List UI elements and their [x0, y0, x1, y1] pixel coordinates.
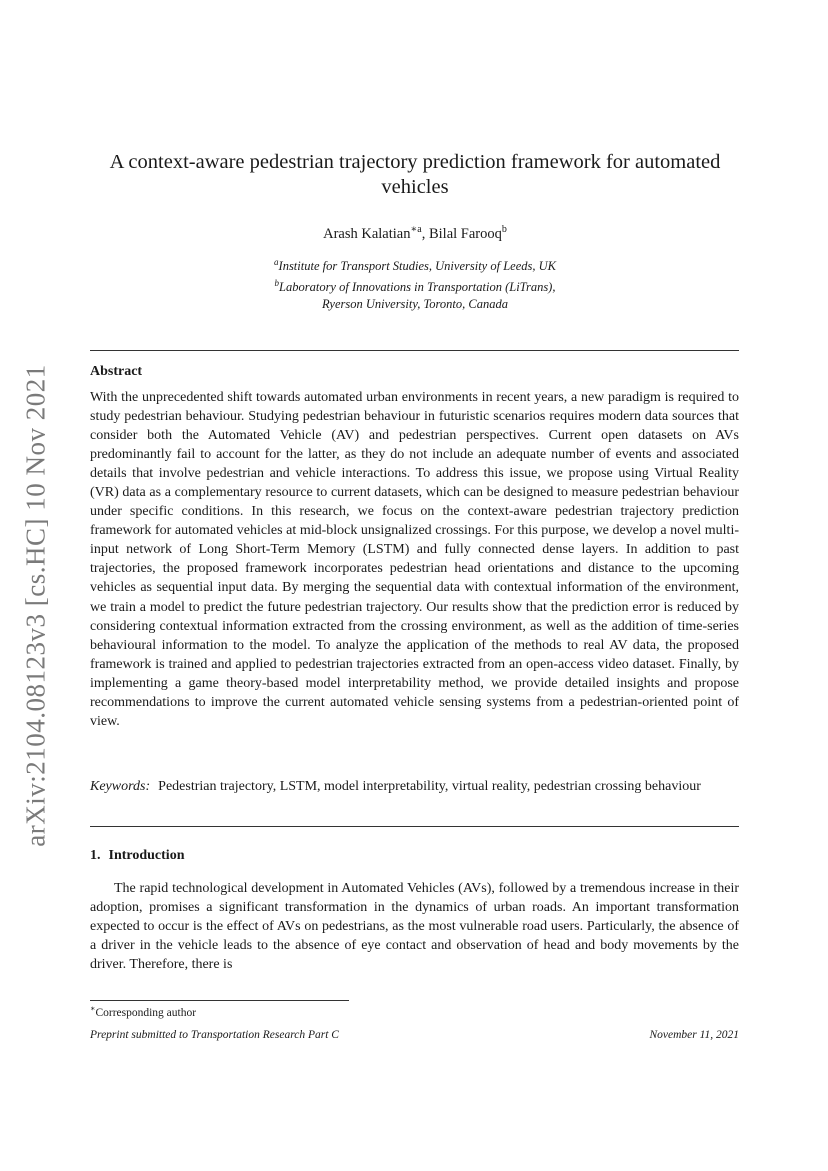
section-number: 1. [90, 848, 101, 863]
footnote [90, 1004, 196, 1019]
footer-date: November 11, 2021 [649, 1029, 739, 1041]
author-affiliation-mark: ∗a [410, 224, 422, 235]
section-heading-introduction [90, 848, 184, 864]
keywords-label: Keywords: [90, 779, 151, 794]
affiliation-b: $^b$Laboratory of Innovations in Transportation (LiTrans), [274, 278, 556, 295]
footer-preprint-note: Preprint submitted to Transportation Research Part C [90, 1029, 339, 1041]
arxiv-identifier-text: arXiv:2104.08123v3 [cs.HC] 10 Nov 2021 [20, 363, 51, 847]
abstract-heading: Abstract [90, 364, 143, 379]
affiliation-mark: b [274, 278, 280, 289]
author-name: Arash Kalatian [323, 225, 411, 242]
section-title: Introduction [108, 848, 185, 863]
affiliation-block [90, 254, 740, 313]
affiliation-a: $^a$Institute for Transport Studies, University of Leeds, UK [274, 257, 556, 274]
affiliation-mark: a [274, 257, 279, 267]
author-affiliation-mark: b [501, 224, 507, 235]
footnote-mark: ∗ [90, 1004, 96, 1013]
footnote-text: Corresponding author [95, 1006, 197, 1019]
author-name: Bilal Farooq [428, 225, 502, 242]
footnote-rule [90, 1000, 349, 1001]
paper-title: A context-aware pedestrian trajectory prediction framework for automated vehicles [109, 151, 721, 198]
abstract-bottom-rule [90, 826, 739, 827]
author-list [90, 224, 740, 243]
affiliation-b-continued: Ryerson University, Toronto, Canada [321, 297, 508, 312]
author-separator: , [421, 225, 429, 242]
keywords-line [90, 777, 739, 796]
introduction-paragraph: The rapid technological development in Automated Vehicles (AVs), followed by a tremendous increase in their adoption, promises a significant transformation in the dynamics of urban roads. An important transformation expected to occur is the effect of AVs on pedestrians, as the most vulnerable road users. Particularly, the absence of a driver in the vehicle leads to the absence of eye contact and observation of head and body movements by the driver. Therefore, there is [90, 881, 739, 973]
arxiv-identifier-stamp [20, 360, 52, 850]
abstract-body: With the unprecedented shift towards automated urban environments in recent years, a new paradigm is required to study pedestrian behaviour. Studying pedestrian behaviour in futuristic scenarios requires modern data sources that consider both the Automated Vehicle (AV) and pedestrian perspectives. Current open datasets on AVs predominantly fail to account for the latter, as they do not include an adequate number of events and associated details that involve pedestrian and vehicle interactions. To address this issue, we propose using Virtual Reality (VR) data as a complementary resource to current datasets, which can be designed to measure pedestrian behaviour under specific conditions. In this research, we focus on the context-aware pedestrian trajectory prediction framework for automated vehicles at mid-block unsignalized crossings. For this purpose, we develop a novel multi-input network of Long Short-Term Memory (LSTM) and fully connected dense layers. In addition to past trajectories, the proposed framework incorporates pedestrian head orientations and distance to the upcoming vehicles as sequential input data. By merging the sequential data with contextual information of the environment, we train a model to predict the future pedestrian trajectory. Our results show that the prediction error is reduced by considering contextual information extracted from the crossing environment, as well as the addition of time-series behavioural information to the model. To analyze the application of the methods to real AV data, the proposed framework is trained and applied to pedestrian trajectories extracted from an open-access video dataset. Finally, by implementing a game theory-based model interpretability method, we provide detailed insights and propose recommendations to improve the current automated vehicle sensing systems from a pedestrian-oriented point of view. [90, 390, 739, 729]
abstract-top-rule [90, 350, 739, 351]
keywords-text: Pedestrian trajectory, LSTM, model interpretability, virtual reality, pedestrian crossing behaviour [158, 779, 701, 794]
